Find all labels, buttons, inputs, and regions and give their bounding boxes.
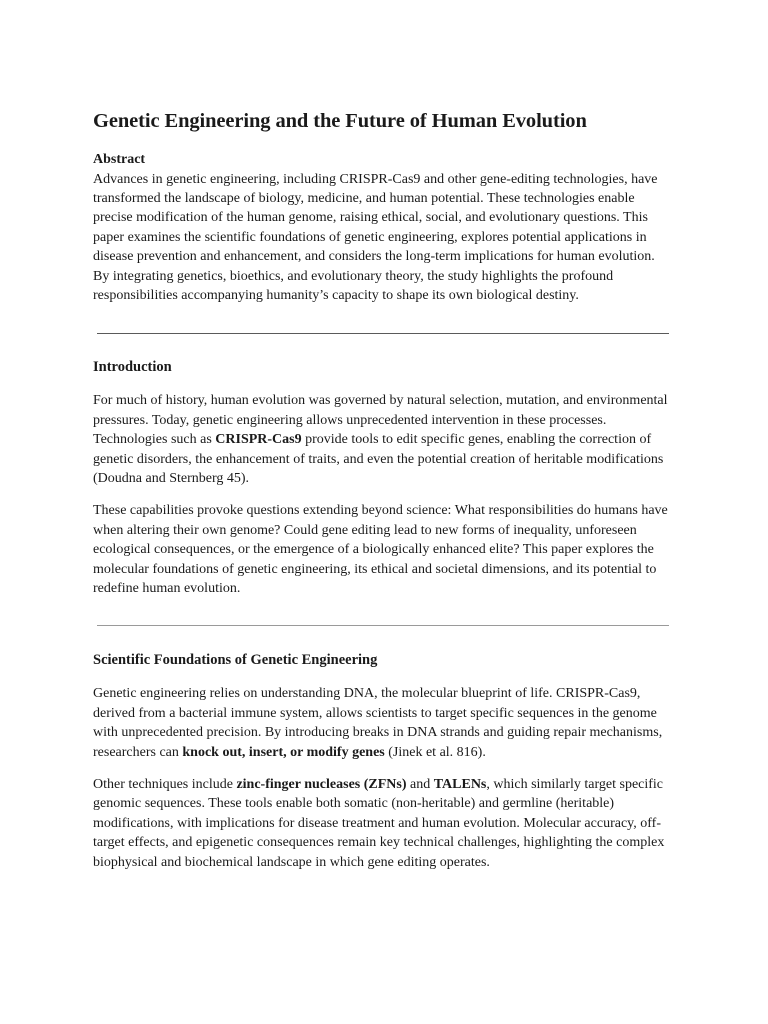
document-page — [93, 106, 673, 872]
text-run: , which similarly target specific genomic sequences. These tools enable both somatic (non-heritable) and germline (heritable) modifications, with implications for disease treatment and human evolution. Molecular accuracy, off-target effects, and epigenetic consequences remain key technical challenges, highlighting the complex biophysical and biochemical landscape in which gene editing operates. — [93, 777, 665, 870]
text-run: Other techniques include — [93, 777, 237, 793]
abstract-paragraph: Advances in genetic engineering, including CRISPR-Cas9 and other gene-editing technologies, have transformed the landscape of biology, medicine, and human potential. These technologies enable precise modification of the human genome, raising ethical, social, and evolutionary questions. This paper examines the scientific foundations of genetic engineering, explores potential applications in disease prevention and enhancement, and considers the long-term implications for human evolution. By integrating genetics, bioethics, and evolutionary theory, the study highlights the profound responsibilities accompanying humanity’s capacity to shape its own biological destiny. — [93, 171, 658, 303]
introduction-paragraph-2: These capabilities provoke questions extending beyond science: What responsibilities do humans have when altering their own genome? Could gene editing lead to new forms of inequality, unforeseen ecological consequences, or the emergence of a biologically enhanced elite? This paper explores the molecular foundations of genetic engineering, its ethical and societal dimensions, and its potential to redefine human evolution. — [93, 503, 668, 596]
text-run: For much of history, human evolution was governed by natural selection, mutation, and environmental pressures. Today, genetic engineering allows unprecedented intervention in these processes. Technologies such as — [93, 393, 668, 448]
bold-term-crispr: CRISPR-Cas9 — [215, 432, 302, 448]
scientific-paragraph-1 — [93, 684, 673, 762]
abstract-heading: Abstract — [93, 152, 146, 167]
text-run: Genetic engineering relies on understanding DNA, the molecular blueprint of life. CRISPR-Cas9, derived from a bacterial immune system, allows scientists to target specific sequences in the genome with unprecedented precision. By introducing breaks in DNA strands and guiding repair mechanisms, researchers can — [93, 686, 663, 760]
bold-term-gene-edits: knock out, insert, or modify genes — [182, 744, 385, 760]
bold-term-talens: TALENs — [433, 777, 487, 793]
page-title: Genetic Engineering and the Future of Human Evolution — [93, 110, 587, 132]
scientific-paragraph-2 — [93, 775, 673, 872]
section-divider — [97, 333, 669, 334]
introduction-heading: Introduction — [93, 359, 172, 376]
section-divider — [97, 625, 669, 626]
introduction-paragraph-1 — [93, 391, 673, 488]
bold-term-zfns: zinc-finger nucleases (ZFNs) — [236, 777, 407, 793]
scientific-foundations-heading: Scientific Foundations of Genetic Engineering — [93, 652, 378, 669]
text-run: (Jinek et al. 816). — [384, 744, 486, 760]
text-run: and — [406, 777, 434, 793]
text-run: provide tools to edit specific genes, enabling the correction of genetic disorders, the enhancement of traits, and even the potential creation of heritable modifications (Doudna and Sternberg 45). — [93, 432, 664, 486]
